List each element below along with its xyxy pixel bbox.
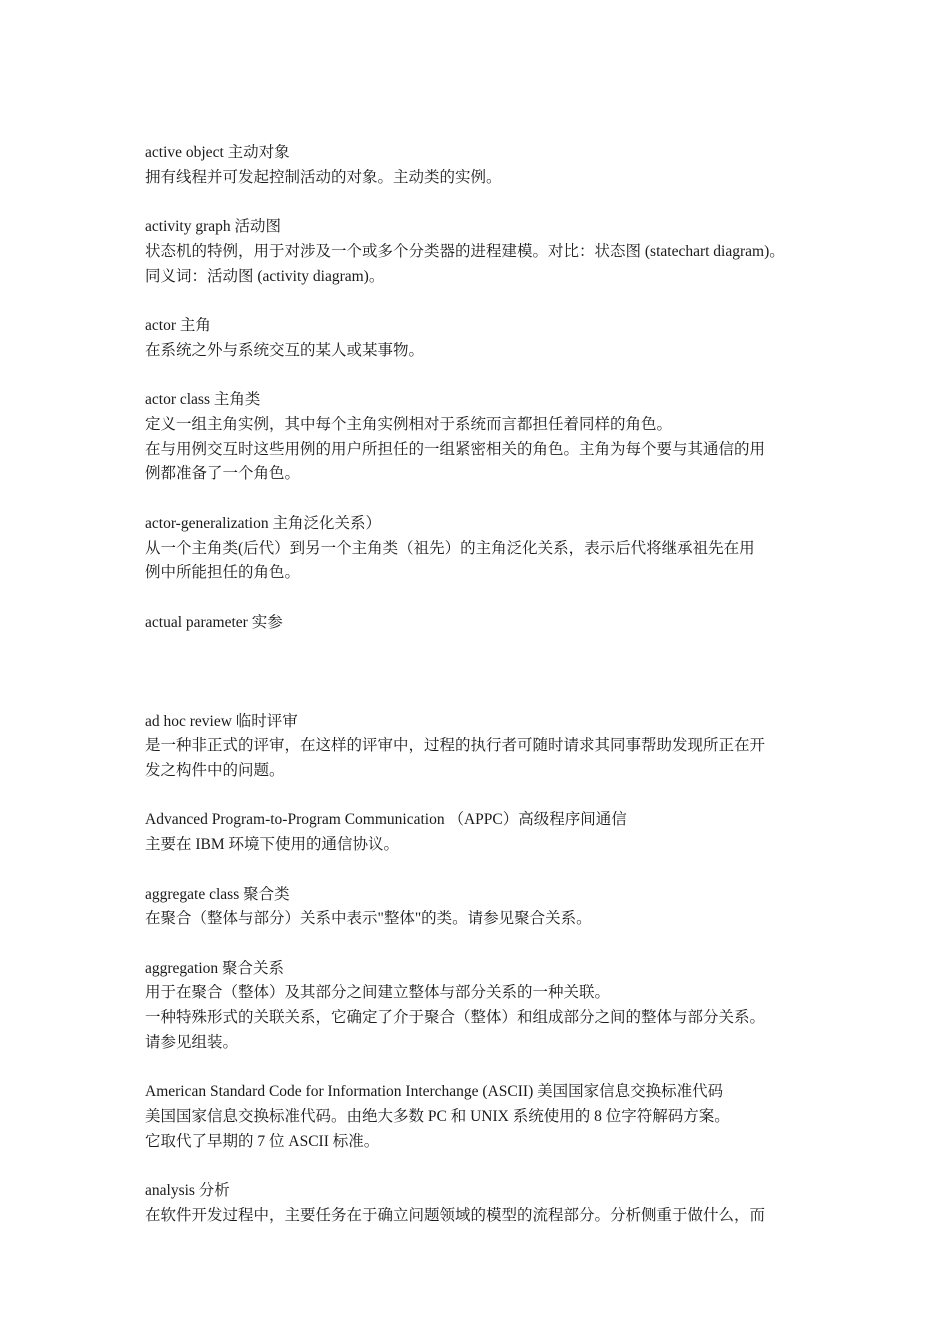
entry-definition-line: 状态机的特例，用于对涉及一个或多个分类器的进程建模。对比：状态图 (statechart diagram)。 <box>145 242 785 260</box>
entry-definition-line: 定义一组主角实例，其中每个主角实例相对于系统而言都担任着同样的角色。 <box>145 415 673 433</box>
entry-term: ad hoc review 临时评审 <box>145 712 298 730</box>
glossary-entry <box>145 710 815 784</box>
glossary-entry <box>145 314 815 364</box>
entry-definition-line: 例都准备了一个角色。 <box>145 465 301 483</box>
entry-term: analysis 分析 <box>145 1182 230 1200</box>
glossary-entry <box>145 215 815 289</box>
entry-term: Advanced Program-to-Program Communication （APPC）高级程序间通信 <box>145 811 627 829</box>
blank-line <box>145 660 815 685</box>
entry-definition-line: 例中所能担任的角色。 <box>145 564 301 582</box>
glossary-entry <box>145 141 815 191</box>
glossary-entry <box>145 512 815 586</box>
entry-term: aggregate class 聚合类 <box>145 885 290 903</box>
entry-definition-line: 用于在聚合（整体）及其部分之间建立整体与部分关系的一种关联。 <box>145 984 611 1002</box>
entry-term: actor class 主角类 <box>145 391 261 409</box>
glossary-entry <box>145 388 815 487</box>
entry-definition-line: 它取代了早期的 7 位 ASCII 标准。 <box>145 1132 380 1150</box>
glossary-entry <box>145 957 815 1056</box>
entry-term: activity graph 活动图 <box>145 218 282 236</box>
entry-definition-line: 同义词：活动图 (activity diagram)。 <box>145 267 385 285</box>
entry-definition-line: 一种特殊形式的关联关系，它确定了介于聚合（整体）和组成部分之间的整体与部分关系。 <box>145 1009 766 1027</box>
entry-term: actor 主角 <box>145 316 211 334</box>
entry-definition-line: 在软件开发过程中，主要任务在于确立问题领域的模型的流程部分。分析侧重于做什么，而 <box>145 1207 766 1224</box>
entry-term: actual parameter 实参 <box>145 613 283 631</box>
entry-definition-line: 拥有线程并可发起控制活动的对象。主动类的实例。 <box>145 168 502 186</box>
glossary-entry <box>145 1080 815 1154</box>
entry-term: actor-generalization 主角泛化关系） <box>145 514 381 532</box>
glossary-entry <box>145 808 815 858</box>
glossary-entry <box>145 611 815 685</box>
entry-definition-line: 在系统之外与系统交互的某人或某事物。 <box>145 341 425 359</box>
entry-definition-line: 是一种非正式的评审，在这样的评审中，过程的执行者可随时请求其同事帮助发现所正在开 <box>145 737 766 755</box>
entry-definition-line: 在聚合（整体与部分）关系中表示"整体"的类。请参见聚合关系。 <box>145 910 592 928</box>
document-page <box>145 141 815 1253</box>
entry-definition-line: 发之构件中的问题。 <box>145 762 285 780</box>
entry-term: active object 主动对象 <box>145 144 290 161</box>
glossary-entry <box>145 883 815 933</box>
entry-definition-line: 美国国家信息交换标准代码。由绝大多数 PC 和 UNIX 系统使用的 8 位字符解码方案。 <box>145 1108 730 1126</box>
entry-definition-line: 请参见组装。 <box>145 1034 239 1052</box>
entry-definition-line: 从一个主角类(后代）到另一个主角类（祖先）的主角泛化关系，表示后代将继承祖先在用 <box>145 539 755 557</box>
entry-definition-line: 在与用例交互时这些用例的用户所担任的一组紧密相关的角色。主角为每个要与其通信的用 <box>145 440 766 458</box>
entry-term: American Standard Code for Information Interchange (ASCII) 美国国家信息交换标准代码 <box>145 1083 724 1101</box>
entry-definition-line: 主要在 IBM 环境下使用的通信协议。 <box>145 836 400 854</box>
blank-line <box>145 635 815 660</box>
glossary-entry <box>145 1179 815 1229</box>
entry-term: aggregation 聚合关系 <box>145 959 285 977</box>
